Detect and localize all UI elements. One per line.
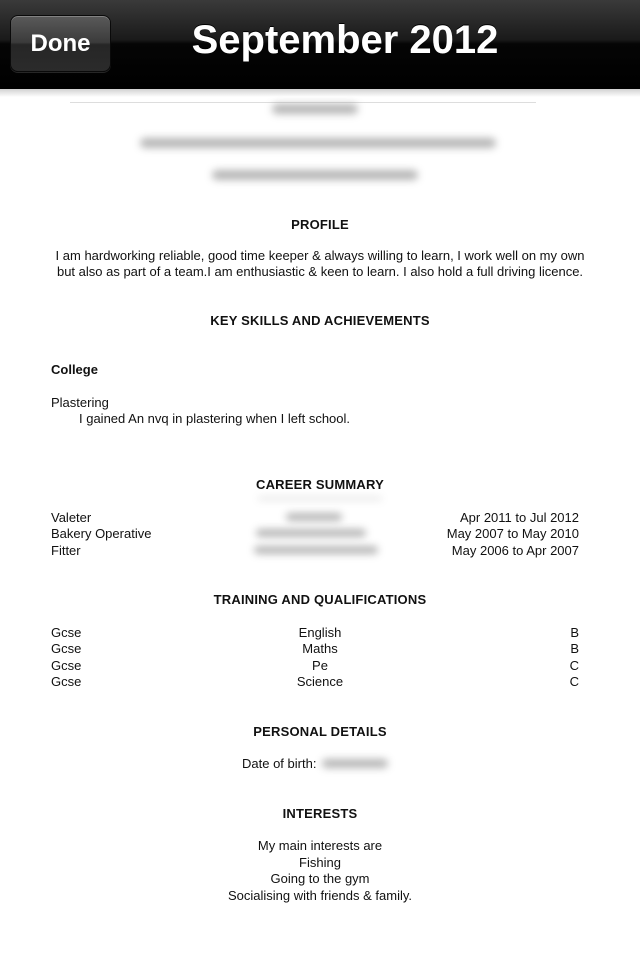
qual-grade-4: C <box>569 674 579 689</box>
career-dates-3: May 2006 to Apr 2007 <box>451 543 579 558</box>
interests-heading: INTERESTS <box>282 806 358 821</box>
career-role-3: Fitter <box>51 543 81 558</box>
skill-detail: I gained An nvq in plastering when I left school. <box>79 411 351 426</box>
interest-line-4: Socialising with friends & family. <box>228 888 412 903</box>
redacted-employer-2 <box>256 529 366 537</box>
page-title: September 2012 <box>191 18 499 62</box>
qual-grade-3: C <box>569 658 579 673</box>
redacted-employer-1 <box>286 513 342 521</box>
skill-item: Plastering <box>51 395 109 410</box>
career-heading: CAREER SUMMARY <box>256 477 384 492</box>
college-subheading: College <box>51 362 98 377</box>
redacted-employer-3 <box>254 546 378 554</box>
redacted-contact <box>212 170 418 180</box>
career-dates-1: Apr 2011 to Jul 2012 <box>459 510 579 525</box>
qual-subject-4: Science <box>296 674 344 689</box>
profile-line-1: I am hardworking reliable, good time keeper & always willing to learn, I work well on my own <box>55 248 585 263</box>
navigation-bar-shadow <box>0 89 640 97</box>
qual-subject-2: Maths <box>302 641 338 656</box>
redacted-dob <box>322 759 388 768</box>
qual-subject-3: Pe <box>312 658 328 673</box>
career-role-1: Valeter <box>51 510 92 525</box>
interest-line-2: Fishing <box>299 855 341 870</box>
profile-heading: PROFILE <box>291 217 349 232</box>
qual-type-1: Gcse <box>51 625 82 640</box>
done-button[interactable]: Done <box>10 15 111 72</box>
personal-heading: PERSONAL DETAILS <box>253 724 387 739</box>
career-role-2: Bakery Operative <box>51 526 152 541</box>
redacted-address <box>140 138 496 148</box>
key-skills-heading: KEY SKILLS AND ACHIEVEMENTS <box>210 313 430 328</box>
qual-grade-2: B <box>570 641 579 656</box>
redacted-divider <box>258 497 382 500</box>
navigation-bar <box>0 0 640 89</box>
career-dates-2: May 2007 to May 2010 <box>446 526 579 541</box>
redacted-name <box>272 104 358 114</box>
training-heading: TRAINING AND QUALIFICATIONS <box>213 592 427 607</box>
profile-line-2: but also as part of a team.I am enthusiastic & keen to learn. I also hold a full driving licence. <box>56 264 584 279</box>
qual-type-3: Gcse <box>51 658 82 673</box>
qual-grade-1: B <box>570 625 579 640</box>
qual-type-2: Gcse <box>51 641 82 656</box>
header-divider <box>70 102 536 103</box>
dob-label: Date of birth: <box>242 756 317 771</box>
qual-subject-1: English <box>298 625 342 640</box>
interest-line-1: My main interests are <box>257 838 383 853</box>
qual-type-4: Gcse <box>51 674 82 689</box>
interest-line-3: Going to the gym <box>270 871 370 886</box>
